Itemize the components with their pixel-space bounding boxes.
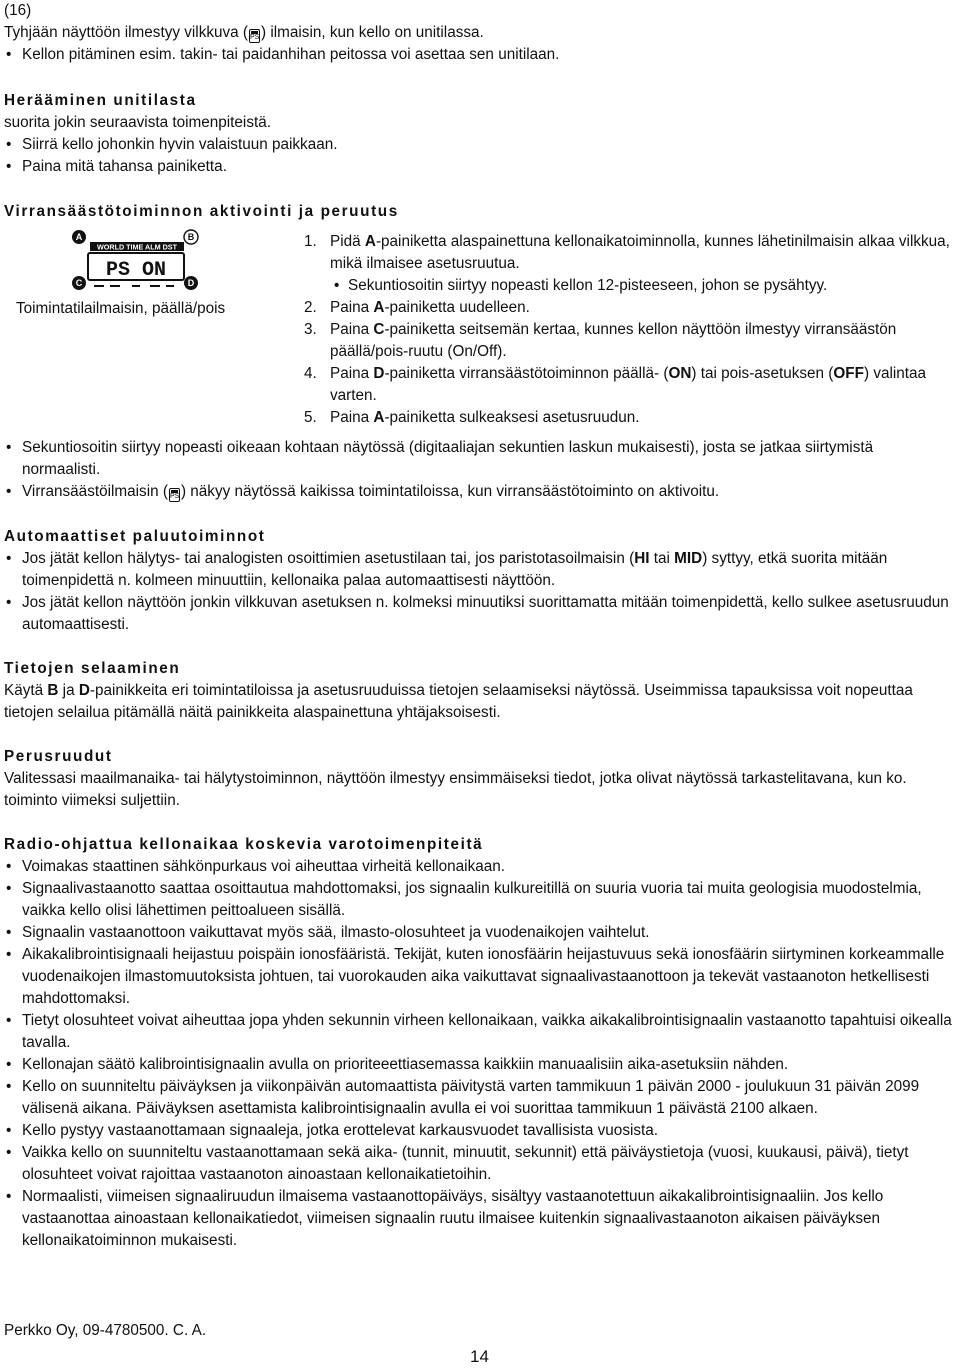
step-1-sub-bullet: • Sekuntiosoitin siirtyy nopeasti kellon 12-pisteeseen, johon se pysähtyy. bbox=[304, 275, 956, 297]
watch-display-illustration bbox=[70, 228, 200, 294]
auto-return-section bbox=[4, 526, 954, 636]
radio-heading: Radio-ohjattua kellonaikaa koskevia varotoimenpiteitä bbox=[4, 836, 484, 853]
scroll-text: Käytä B ja D-painikkeita eri toimintatiloissa ja asetusruuduissa tietojen selaamiseksi näytössä. Useimmissa tapauksissa voit nopeuttaa tietojen selailua pitämällä näitä painikkeita alaspainettuna yhtäjaksoisesti. bbox=[4, 682, 913, 721]
auto-return-heading: Automaattiset paluutoiminnot bbox=[4, 528, 266, 545]
step-1: 1. Pidä A-painiketta alaspainettuna kellonaikatoiminnolla, kunnes lähetinilmaisin alkaa vilkkua, mikä ilmaisee asetusruutua. bbox=[304, 233, 950, 272]
auto-return-item: • Jos jätät kellon hälytys- tai analogisten osoittimien asetustilaan tai, jos paristotasoilmaisin (HI tai MID) syttyy, etkä suorita mitään toimenpidettä n. kolmeen minuuttiin, kellonaika palaa automaattisesti näyttöön. bbox=[4, 548, 954, 592]
wake-item: • Paina mitä tahansa painiketta. bbox=[4, 156, 954, 178]
sleep-indicator-line: Tyhjään näyttöön ilmestyy vilkkuva ( PS ) ilmaisin, kun kello on unitilassa. bbox=[4, 24, 484, 41]
note-item: • Sekuntiosoitin siirtyy nopeasti oikeaan kohtaan näytössä (digitaaliajan sekuntien laskun mukaisesti), josta se jatkaa siirtymistä normaalisti. bbox=[4, 437, 954, 481]
wake-section bbox=[4, 90, 954, 178]
scroll-section bbox=[4, 658, 954, 724]
radio-item: • Signaalin vastaanottoon vaikuttavat myös sää, ilmasto-olosuhteet ja vuodenaikojen vaihtelut. bbox=[4, 922, 954, 944]
step-4: 4. Paina D-painiketta virransäästötoiminnon päällä- (ON) tai pois-asetuksen (OFF) valintaa varten. bbox=[304, 365, 927, 404]
radio-item: • Vaikka kello on suunniteltu vastaanottamaan sekä aika- (tunnit, minuutit, sekunnit) että päiväystietoja (vuosi, kuukausi, päivä), tietyt olosuhteet voivat rajoittaa vastaanoton ainoastaan kellonaikatietoihin. bbox=[4, 1142, 954, 1186]
watch-display-figure bbox=[70, 228, 200, 294]
power-saving-icon: PS bbox=[169, 488, 180, 502]
power-saving-heading: Virransäästötoiminnon aktivointi ja peruutus bbox=[4, 203, 399, 220]
step-3: 3. Paina C-painiketta seitsemän kertaa, kunnes kellon näyttöön ilmestyy virransäästön päällä/pois-ruutu (On/Off). bbox=[304, 321, 897, 360]
wake-intro: suorita jokin seuraavista toimenpiteistä. bbox=[4, 114, 271, 131]
step-5: 5. Paina A-painiketta sulkeaksesi asetusruudun. bbox=[304, 409, 640, 426]
wake-item: • Siirrä kello johonkin hyvin valaistuun paikkaan. bbox=[4, 134, 954, 156]
initial-text: Valitessasi maailmanaika- tai hälytystoiminnon, näyttöön ilmestyy ensimmäiseksi tiedot, jotka olivat näytössä tarkastelitavana, kun ko. toiminto viimeksi suljettiin. bbox=[4, 770, 907, 809]
figure-caption: Toimintatilailmaisin, päällä/pois bbox=[16, 300, 226, 317]
top-section bbox=[4, 0, 954, 66]
power-saving-icon: PS bbox=[249, 29, 260, 43]
power-saving-notes bbox=[4, 437, 954, 503]
bullet-item: • Kellon pitäminen esim. takin- tai paidanhihan peitossa voi asettaa sen unitilaan. bbox=[4, 44, 954, 66]
svg-text:WORLD TIME ALM DST: WORLD TIME ALM DST bbox=[97, 242, 177, 252]
auto-return-item: • Jos jätät kellon näyttöön jonkin vilkkuvan asetuksen n. kolmeksi minuutiksi suorittamatta mitään toimenpidettä, kello sulkee asetusruudun automaattisesti. bbox=[4, 592, 954, 636]
radio-item: • Tietyt olosuhteet voivat aiheuttaa jopa yhden sekunnin virheen kellonaikaan, vaikka aikakalibrointisignaalin vastaanotto tapahtuisi oikealla tavalla. bbox=[4, 1010, 954, 1054]
radio-item: • Kellonajan säätö kalibrointisignaalin avulla on prioriteeettiasemassa kaikkiin manuaalisiin aika-asetuksiin nähden. bbox=[4, 1054, 954, 1076]
page-marker: (16) bbox=[4, 2, 32, 19]
initial-heading: Perusruudut bbox=[4, 748, 113, 765]
radio-section bbox=[4, 834, 954, 1252]
note-item: • Virransäästöilmaisin ( PS ) näkyy näytössä kaikissa toimintatiloissa, kun virransäästötoiminto on aktivoitu. bbox=[4, 481, 954, 503]
wake-heading: Herääminen unitilasta bbox=[4, 92, 197, 109]
svg-text:B: B bbox=[187, 232, 195, 242]
power-saving-heading-wrap bbox=[4, 201, 954, 223]
step-2: 2. Paina A-painiketta uudelleen. bbox=[304, 299, 530, 316]
power-saving-steps bbox=[304, 231, 956, 429]
svg-text:PS ON: PS ON bbox=[105, 259, 167, 282]
radio-item: • Kello on suunniteltu päiväyksen ja viikonpäivän automaattista päivitystä varten tammikuun 1 päivän 2000 - joulukuun 31 päivän 2099 välisenä aikana. Päiväyksen asettamista kalibrointisignaalin avulla ei voi suorittaa tammikuun 1 päivästä 2100 alkaen. bbox=[4, 1076, 954, 1120]
page-number: 14 bbox=[470, 1347, 489, 1366]
svg-text:D: D bbox=[187, 278, 195, 288]
svg-text:A: A bbox=[75, 232, 83, 242]
radio-item: • Aikakalibrointisignaali heijastuu poispäin ionosfääristä. Tekijät, kuten ionosfäärin heijastuvuus sekä ionosfäärin siirtyminen korkeammalle vuodenaikojen ilmastomuutoksista johtuen, tai vuorokauden aika vaikuttavat signaalivastaanottoon ja tekevät vastaanoton hetkellisesti mahdottomaksi. bbox=[4, 944, 954, 1010]
radio-item: • Voimakas staattinen sähkönpurkaus voi aiheuttaa virheitä kellonaikaan. bbox=[4, 856, 954, 878]
radio-item: • Normaalisti, viimeisen signaaliruudun ilmaisema vastaanottopäiväys, sisältyy vastaanotettuun aikakalibrointisignaaliin. Jos kello vastaanottaa ainoastaan kellonaikatiedot, viimeisen signaalin ruutu ilmaisee kuitenkin signaalivastaanoton aikaisen päiväyksen kellonaikatoiminnon mukaisesti. bbox=[4, 1186, 954, 1252]
footer-company: Perkko Oy, 09-4780500. C. A. bbox=[4, 1322, 207, 1339]
radio-item: • Signaalivastaanotto saattaa osoittautua mahdottomaksi, jos signaalin kulkureitillä on suuria vuoria tai muita geologisia muodostelmia, vaikka kello olisi lähettimen peittoalueen sisällä. bbox=[4, 878, 954, 922]
initial-section bbox=[4, 746, 954, 812]
scroll-heading: Tietojen selaaminen bbox=[4, 660, 181, 677]
radio-item: • Kello pystyy vastaanottamaan signaaleja, jotka erottelevat karkausvuodet tavallisista vuosista. bbox=[4, 1120, 954, 1142]
svg-text:C: C bbox=[75, 278, 83, 288]
